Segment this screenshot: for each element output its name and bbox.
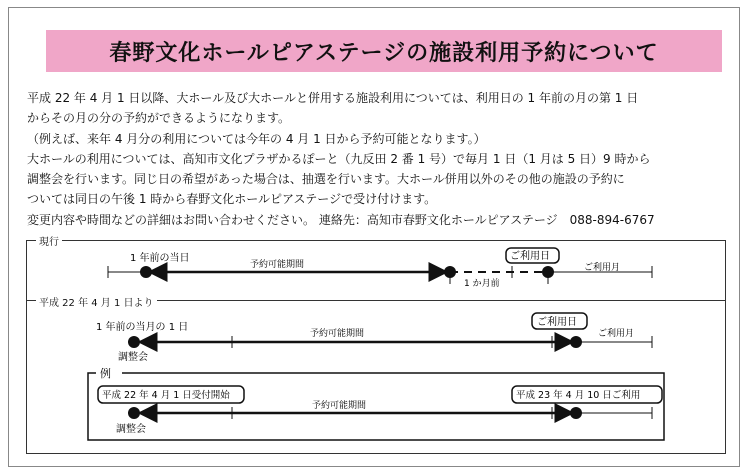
new-start-label: 1 年前の当月の 1 日 — [96, 322, 189, 333]
body-line-4: 大ホールの利用については、高知市文化プラザかるぽーと（九反田 2 番 1 号）で毎月 1 日（1 月は 5 日）9 時から — [27, 151, 651, 166]
new-use-day-label: ご利用日 — [537, 317, 577, 328]
example-use-dot — [570, 407, 582, 419]
example-adjust-label: 調整会 — [116, 424, 146, 435]
new-period-label: 予約可能期間 — [310, 329, 365, 339]
current-timeline — [108, 248, 652, 289]
new-rule-timeline — [96, 313, 652, 363]
new-start-dot — [128, 336, 140, 348]
current-use-day-label: ご利用日 — [510, 251, 550, 262]
example-label: 例 — [100, 367, 111, 380]
example-start-dot — [128, 407, 140, 419]
page-title: 春野文化ホールピアステージの施設利用予約について — [109, 40, 659, 66]
body-line-7: 変更内容や時間などの詳細はお問い合わせください。 連絡先：高知市春野文化ホールピアステージ 088-894-6767 — [27, 212, 655, 227]
example-frame — [88, 373, 664, 440]
current-use-month-label: ご利用月 — [584, 263, 621, 273]
new-rule-section-label: 平成 22 年 4 月 1 日より — [36, 294, 157, 309]
new-adjust-label: 調整会 — [118, 352, 148, 363]
body-line-5: 調整会を行います。同じ日の希望があった場合は、抽選を行います。大ホール併用以外のその他の施設の予約に — [27, 172, 625, 187]
example-start-label: 平成 22 年 4 月 1 日受付開始 — [102, 390, 230, 401]
example-timeline — [88, 366, 664, 440]
body-line-1: 平成 22 年 4 月 1 日以降、大ホール及び大ホールと併用する施設利用については、利用日の 1 年前の月の第 1 日 — [27, 91, 639, 105]
current-section-label: 現行 — [36, 233, 62, 248]
new-use-month-label: ご利用月 — [598, 329, 635, 339]
current-start-label: 1 年前の当日 — [130, 253, 190, 264]
body-line-3: （例えば、来年 4 月分の利用については今年の 4 月 1 日から予約可能となります。） — [27, 131, 486, 146]
body-line-6: ついては同日の午後 1 時から春野文化ホールピアステージで受け付けます。 — [27, 192, 437, 207]
example-end-label: 平成 23 年 4 月 10 日ご利用 — [516, 390, 641, 401]
new-use-dot — [570, 336, 582, 348]
current-period-label: 予約可能期間 — [250, 260, 305, 270]
body-line-2: からその月の分の予約ができるようになります。 — [27, 111, 291, 126]
current-start-dot — [140, 266, 152, 278]
one-month-label: 1 か月前 — [464, 279, 500, 289]
example-period-label: 予約可能期間 — [312, 401, 367, 411]
